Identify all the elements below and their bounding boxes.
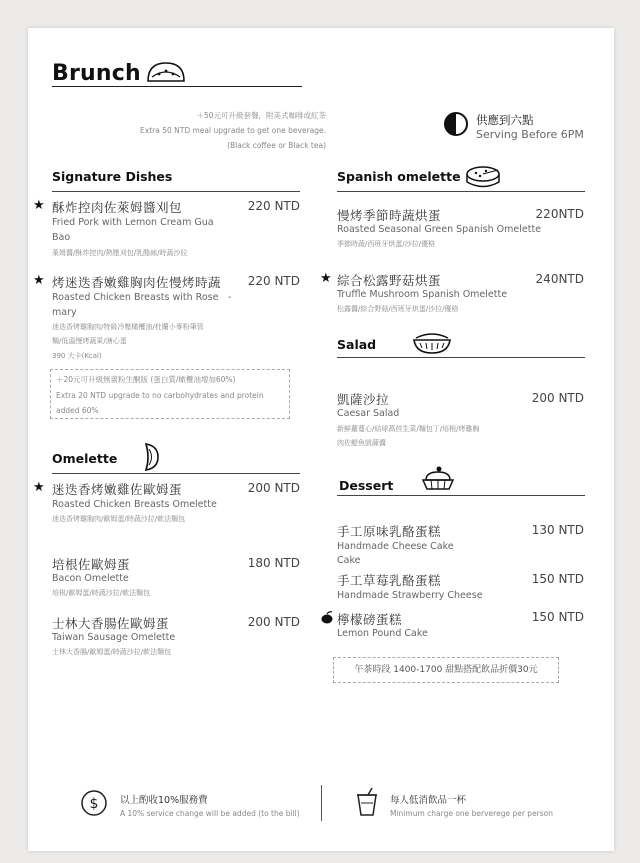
item-price: 220 NTD — [247, 274, 300, 288]
item-name-en: Taiwan Sausage Omelette — [52, 632, 176, 643]
cupcake-icon — [420, 464, 456, 492]
upgrade-note — [106, 108, 326, 153]
omelette-icon — [140, 442, 160, 472]
cup-icon — [355, 787, 379, 817]
item-name-en: mary — [52, 307, 77, 318]
section-title-dessert: Dessert — [339, 478, 394, 493]
upgrade-note-en1: Extra 50 NTD meal upgrade to get one beverage. — [140, 126, 326, 135]
item-price: 150 NTD — [531, 610, 584, 624]
item-name-zh: 手工原味乳酪蛋糕 — [337, 524, 442, 539]
item-name-en: Handmade Cheese Cake — [337, 541, 454, 552]
item-ingredients: 松露醬/綜合野菇/西班牙烘蛋/沙拉/優格 — [337, 305, 459, 313]
item-ingredients: 萊姆醬/酥炸控肉/熱壓刈包/乳酪絲/時蔬沙拉 — [52, 249, 188, 257]
item-price: 180 NTD — [247, 556, 300, 570]
item-price: 220NTD — [535, 207, 584, 221]
item-ingredients: 培根/歐姆蛋/時蔬沙拉/軟法麵包 — [52, 589, 151, 597]
item-name-zh: 酥炸控肉佐萊姆醬刈包 — [52, 200, 183, 215]
star-icon: ★ — [33, 198, 45, 213]
section-line — [337, 357, 585, 358]
item-ingredients: 肉佐鯷魚凱薩醬 — [337, 439, 386, 447]
item-ingredients: 麵/低溫慢烤蔬果/溏心蛋 — [52, 337, 127, 345]
item-name-en: Roasted Seasonal Green Spanish Omelette — [337, 224, 542, 235]
item-price: 200 NTD — [247, 481, 300, 495]
item-name-en-dash: - — [228, 292, 232, 303]
item-name-en: Cake — [337, 555, 361, 566]
item-name-en: Bacon Omelette — [52, 573, 129, 584]
section-title-spanish: Spanish omelette — [337, 169, 461, 184]
pie-icon — [464, 164, 502, 192]
item-price: 200 NTD — [531, 391, 584, 405]
title-underline — [52, 86, 302, 87]
item-ingredients: 迷迭香烤雞胸肉/歐姆蛋/時蔬沙拉/軟法麵包 — [52, 515, 186, 523]
section-line — [52, 191, 300, 192]
item-name-zh: 慢烤季節時蔬烘蛋 — [337, 208, 442, 223]
item-name-zh: 手工草莓乳酪蛋糕 — [337, 573, 442, 588]
item-name-zh: 凱薩沙拉 — [337, 392, 390, 407]
upgrade-note-zh: ＋50元可升級套餐，附美式咖啡或紅茶 — [196, 111, 326, 120]
item-price: 200 NTD — [247, 615, 300, 629]
addon-en: added 60% — [56, 406, 99, 415]
item-ingredients: 迷迭香烤雞胸肉/特級冷壓橄欖油/杜蘭小麥粉筆管 — [52, 323, 204, 331]
item-ingredients: 新鮮蘿蔓心/結球萵苣生菜/麵包丁/培根/烤雞胸 — [337, 425, 480, 433]
dollar-coin-icon — [80, 789, 108, 817]
section-line — [337, 191, 585, 192]
section-title-signature: Signature Dishes — [52, 169, 173, 184]
half-moon-icon — [443, 111, 469, 137]
item-name-en: Handmade Strawberry Cheese — [337, 590, 483, 601]
section-title-omelette: Omelette — [52, 451, 118, 466]
star-icon: ★ — [33, 273, 45, 288]
svg-text:$: $ — [89, 796, 99, 812]
taco-icon — [144, 59, 188, 85]
lemon-icon — [320, 611, 334, 625]
serving-time-zh: 供應到六點 — [476, 113, 534, 127]
item-ingredients: 士林大香腸/歐姆蛋/時蔬沙拉/軟法麵包 — [52, 648, 172, 656]
item-name-en: Caesar Salad — [337, 408, 400, 419]
item-name-zh: 烤迷迭香嫩雞胸肉佐慢烤時蔬 — [52, 275, 222, 290]
item-name-en: Lemon Pound Cake — [337, 628, 428, 639]
star-icon: ★ — [33, 480, 45, 495]
item-name-en: Truffle Mushroom Spanish Omelette — [337, 289, 508, 300]
minimum-charge-zh: 每人低消飲品一杯 — [390, 795, 467, 806]
footer-divider — [321, 785, 322, 821]
section-title-salad: Salad — [337, 337, 377, 352]
item-name-zh: 士林大香腸佐歐姆蛋 — [52, 616, 170, 631]
serving-time-en: Serving Before 6PM — [476, 128, 584, 141]
item-name-zh: 綜合松露野菇烘蛋 — [337, 273, 442, 288]
item-name-en: Roasted Chicken Breasts with Rose — [52, 292, 219, 303]
addon-en: Extra 20 NTD upgrade to no carbohydrates and protein — [56, 391, 264, 400]
star-icon: ★ — [320, 271, 332, 286]
item-price: 220 NTD — [247, 199, 300, 213]
item-price: 240NTD — [535, 272, 584, 286]
item-price: 130 NTD — [531, 523, 584, 537]
upgrade-note-en2: (Black coffee or Black tea) — [227, 141, 326, 150]
minimum-charge-en: Minimum charge one berverege per person — [390, 809, 554, 818]
item-name-en: Bao — [52, 232, 71, 243]
item-name-en: Roasted Chicken Breasts Omelette — [52, 499, 217, 510]
page-title: Brunch — [52, 61, 141, 86]
service-charge-en: A 10% service change will be added (to the bill) — [120, 809, 300, 818]
item-calories: 390 大卡(Kcal) — [52, 352, 102, 360]
item-price: 150 NTD — [531, 572, 584, 586]
item-name-zh: 迷迭香烤嫩雞佐歐姆蛋 — [52, 482, 183, 497]
section-line — [337, 495, 585, 496]
salad-bowl-icon — [412, 328, 452, 356]
tea-time-note: 午茶時段 1400-1700 甜點搭配飲品折價30元 — [354, 665, 538, 675]
item-name-zh: 培根佐歐姆蛋 — [52, 557, 131, 572]
item-name-zh: 檸檬磅蛋糕 — [337, 612, 403, 627]
service-charge-zh: 以上酌收10%服務費 — [120, 795, 208, 806]
addon-zh: ＋20元可升級無薷粉生酮版 (蛋白質/橄欖油增加60%) — [56, 375, 236, 384]
item-ingredients: 季節時蔬/西班牙烘蛋/沙拉/優格 — [337, 240, 436, 248]
menu-sheet — [28, 28, 614, 851]
item-name-en: Fried Pork with Lemon Cream Gua — [52, 217, 214, 228]
section-line — [52, 473, 300, 474]
